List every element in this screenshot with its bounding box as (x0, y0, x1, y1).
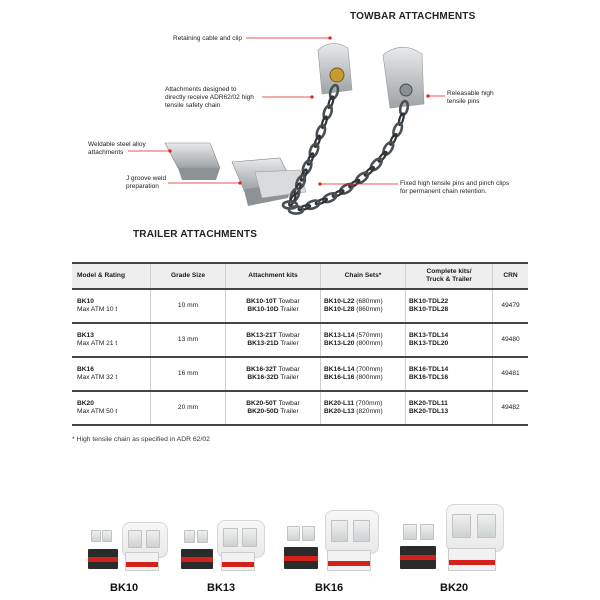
sets-cell: BK13-L14 (570mm) BK13-L20 (800mm) (321, 323, 406, 357)
callout-attachments-designed: Attachments designed to directly receive ADR62/02 high tensile safety chain (165, 86, 254, 109)
attachment-block (128, 530, 142, 548)
weldable-plate-left (165, 143, 220, 180)
kit-box (88, 549, 118, 569)
complete-cell: BK16-TDL14 BK16-TDL16 (406, 357, 493, 391)
kit-box (400, 546, 436, 569)
attachment-block (242, 528, 257, 547)
attachment-block (477, 514, 496, 538)
table-row (72, 289, 528, 323)
attachment-block (184, 530, 195, 543)
model-cell: BK16 Max ATM 32 t (72, 357, 151, 391)
attachment-block (91, 530, 101, 542)
crn-cell: 49482 (493, 391, 529, 425)
attachment-block (102, 530, 112, 542)
towbar-attachments-heading: TOWBAR ATTACHMENTS (350, 11, 476, 22)
callout-weldable-attachments: Weldable steel alloy attachments (88, 141, 146, 156)
col-kits: Attachment kits (226, 263, 321, 289)
attachment-block (403, 524, 417, 540)
kit-box (181, 549, 213, 569)
col-sets: Chain Sets* (321, 263, 406, 289)
product-label-bk10: BK10 (110, 582, 139, 594)
callout-fixed-pins: Fixed high tensile pins and pinch clips for permanent chain retention. (400, 180, 510, 195)
model-cell: BK10 Max ATM 10 t (72, 289, 151, 323)
complete-cell: BK13-TDL14 BK13-TDL20 (406, 323, 493, 357)
kit-box-lid (221, 552, 255, 571)
chain-link (369, 157, 384, 172)
kits-cell: BK20-50T Towbar BK20-50D Trailer (226, 391, 321, 425)
kit-box-lid (125, 552, 159, 571)
sets-cell: BK20-L11 (700mm) BK20-L13 (820mm) (321, 391, 406, 425)
product-label-bk13: BK13 (207, 582, 236, 594)
table-row (72, 323, 528, 357)
product-label-bk16: BK16 (315, 582, 344, 594)
attachment-block (420, 524, 434, 540)
sets-cell: BK16-L14 (700mm) BK16-L16 (800mm) (321, 357, 406, 391)
callout-j-groove: J groove weld preparation (126, 175, 167, 190)
towbar-shackle-right (383, 47, 424, 108)
grade-cell: 10 mm (151, 289, 226, 323)
kit-box-lid (327, 550, 371, 571)
callout-retaining-cable: Retaining cable and clip (173, 35, 243, 42)
col-crn: CRN (493, 263, 529, 289)
product-label-bk20: BK20 (440, 582, 469, 594)
attachment-block (146, 530, 160, 548)
complete-cell: BK10-TDL22 BK10-TDL28 (406, 289, 493, 323)
attachment-block (353, 520, 370, 542)
attachment-block (197, 530, 208, 543)
table-header-row (72, 263, 528, 289)
col-model: Model & Rating (72, 263, 151, 289)
crn-cell: 49479 (493, 289, 529, 323)
grade-cell: 20 mm (151, 391, 226, 425)
col-grade: Grade Size (151, 263, 226, 289)
chain-attachment-illustration (0, 20, 600, 230)
attachment-block (452, 514, 471, 538)
model-cell: BK13 Max ATM 21 t (72, 323, 151, 357)
kits-cell: BK16-32T Towbar BK16-32D Trailer (226, 357, 321, 391)
kit-box-lid (448, 548, 496, 571)
kits-cell: BK10-10T Towbar BK10-10D Trailer (226, 289, 321, 323)
complete-cell: BK20-TDL11 BK20-TDL13 (406, 391, 493, 425)
col-complete: Complete kits/ Truck & Trailer (406, 263, 493, 289)
trailer-attachments-heading: TRAILER ATTACHMENTS (133, 229, 258, 240)
table-row (72, 357, 528, 391)
grade-cell: 16 mm (151, 357, 226, 391)
footnote: * High tensile chain as specified in ADR 62/02 (72, 436, 210, 443)
attachment-block (223, 528, 238, 547)
callout-releasable-pins: Releasable high tensile pins (447, 90, 494, 105)
table-row (72, 391, 528, 425)
crn-cell: 49481 (493, 357, 529, 391)
attachment-block (287, 526, 300, 541)
crn-cell: 49480 (493, 323, 529, 357)
model-cell: BK20 Max ATM 50 t (72, 391, 151, 425)
attachment-block (302, 526, 315, 541)
attachment-block (331, 520, 348, 542)
sets-cell: BK10-L22 (680mm) BK10-L28 (860mm) (321, 289, 406, 323)
kit-box (284, 547, 318, 569)
grade-cell: 13 mm (151, 323, 226, 357)
spec-table (72, 262, 528, 426)
kits-cell: BK13-21T Towbar BK13-21D Trailer (226, 323, 321, 357)
